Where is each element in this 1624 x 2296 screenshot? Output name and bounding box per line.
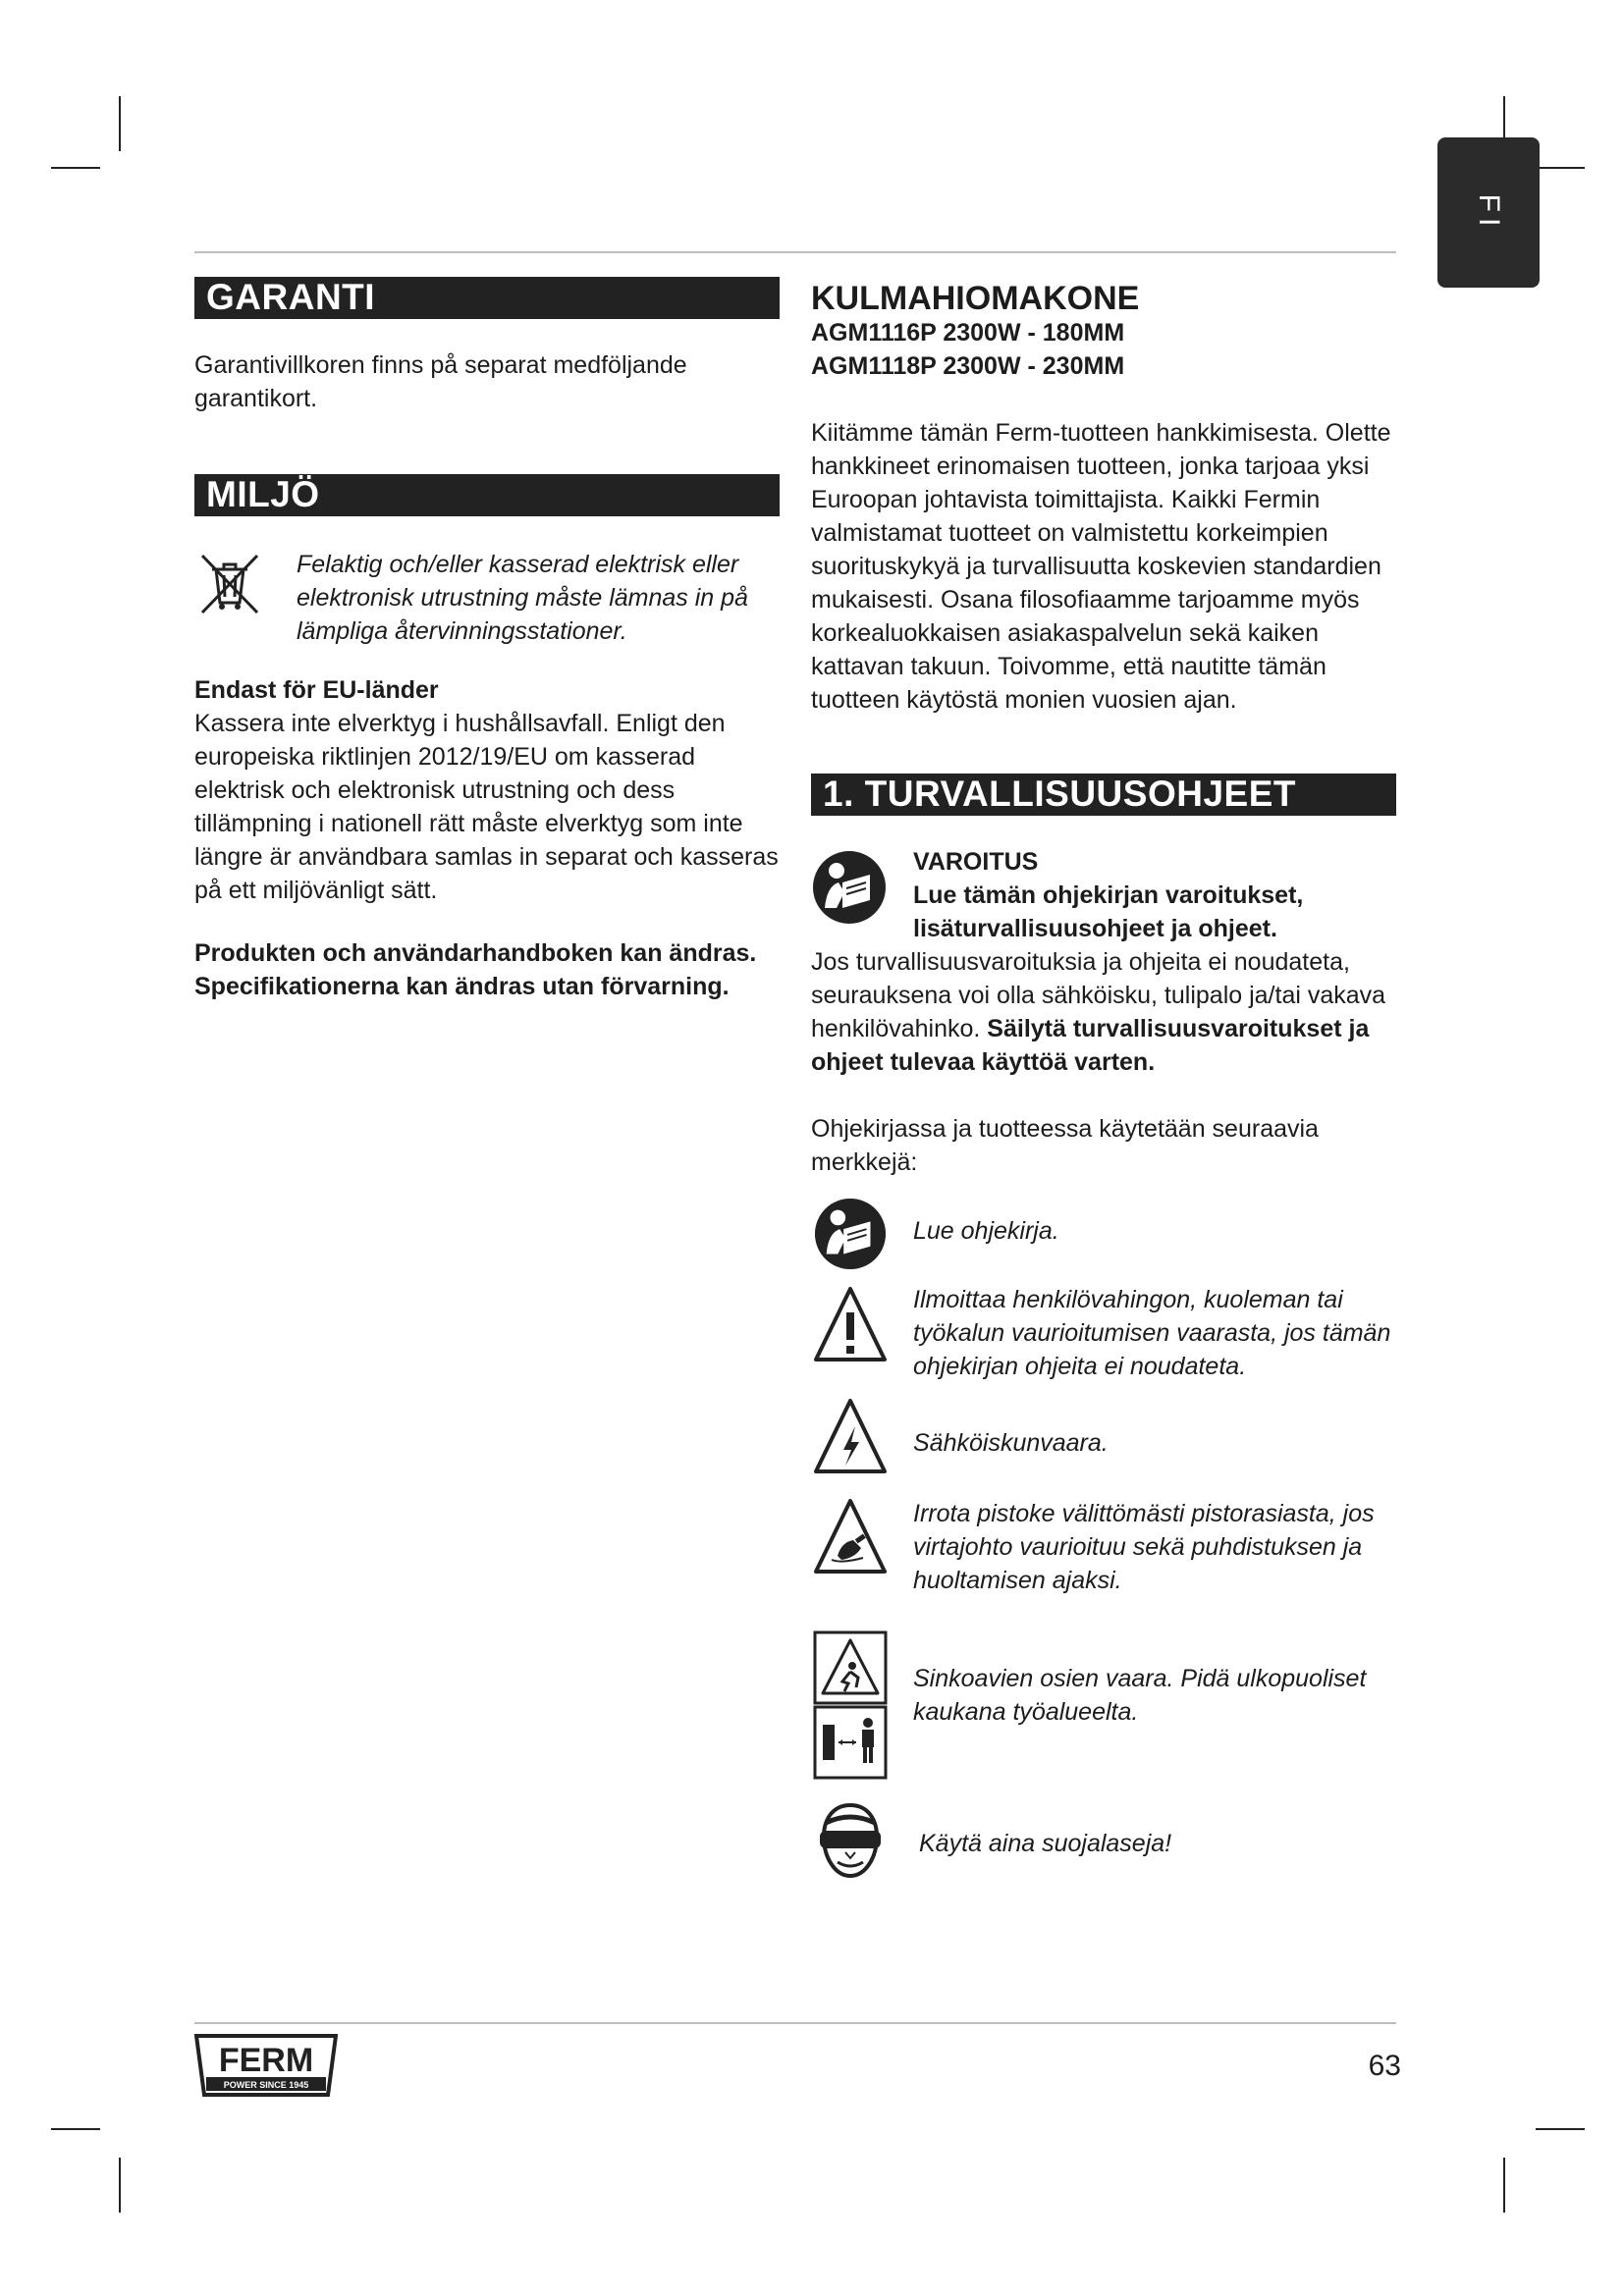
flying-debris-keep-distance-icon xyxy=(811,1630,890,1780)
section-header-safety: 1. TURVALLISUUSOHJEET xyxy=(811,774,1396,816)
symbol-row xyxy=(811,1397,1396,1475)
left-column xyxy=(194,277,780,1003)
section-header-garanti: GARANTI xyxy=(194,277,780,319)
crop-mark xyxy=(1503,2158,1505,2213)
electric-shock-icon xyxy=(811,1397,890,1475)
brand-tagline: POWER SINCE 1945 xyxy=(223,2080,309,2090)
warning-block xyxy=(811,845,1396,1079)
weee-notice-text: Felaktig och/eller kasserad elektrisk eller elektronisk utrustning måste lämnas in på lämpliga återvinningsstationer. xyxy=(297,551,748,645)
crop-mark xyxy=(51,167,100,169)
language-tab xyxy=(1437,137,1540,288)
read-manual-icon xyxy=(811,1197,890,1271)
symbol-row xyxy=(811,1630,1396,1780)
ferm-logo xyxy=(194,2034,338,2097)
garanti-text: Garantivillkoren finns på separat medföljande garantikort. xyxy=(194,351,687,412)
warning-keep: Säilytä turvallisuusvaroitukset ja ohjeet tulevaa käyttöä varten. xyxy=(811,1015,1370,1076)
warning-triangle-icon xyxy=(811,1285,890,1363)
language-code: FI xyxy=(1473,193,1505,232)
symbol-text: Sinkoavien osien vaara. Pidä ulkopuoliset kaukana työalueelta. xyxy=(913,1665,1367,1726)
header-rule xyxy=(194,251,1396,253)
unplug-icon xyxy=(811,1497,890,1575)
symbol-text: Ilmoittaa henkilövahingon, kuoleman tai työkalun vaurioitumisen vaarasta, jos tämän ohjekirjan ohjeita ei noudateta. xyxy=(913,1286,1391,1380)
brand-name: FERM xyxy=(218,2042,314,2079)
symbol-text: Lue ohjekirja. xyxy=(913,1217,1059,1245)
right-column xyxy=(811,281,1396,1880)
symbols-intro: Ohjekirjassa ja tuotteessa käytetään seuraavia merkkejä: xyxy=(811,1115,1319,1176)
warning-line: Lue tämän ohjekirjan varoitukset, lisäturvallisuusohjeet ja ohjeet. xyxy=(913,881,1304,942)
crop-mark xyxy=(119,2158,121,2213)
crop-mark xyxy=(1536,167,1585,169)
change-notice: Produkten och användarhandboken kan ändras. Specifikationerna kan ändras utan förvarning. xyxy=(194,939,757,1000)
symbol-text: Sähköiskunvaara. xyxy=(913,1429,1109,1457)
product-name: KULMAHIOMAKONE xyxy=(811,280,1140,317)
environment-notice xyxy=(194,548,780,648)
symbol-text: Irrota pistoke välittömästi pistorasiasta, jos virtajohto vaurioituu sekä puhdistuksen ja huoltamisen ajaksi. xyxy=(913,1500,1375,1594)
eu-heading: Endast för EU-länder xyxy=(194,676,439,704)
weee-crossed-bin-icon xyxy=(194,548,265,623)
symbol-row xyxy=(811,1801,1396,1880)
warning-text: Jos turvallisuusvaroituksia ja ohjeita ei noudateta, seurauksena voi olla sähköisku, tulipalo ja/tai vakava henkilövahinko. Säilytä turvallisuusvaroitukset ja ohjeet tulevaa käyttöä varten. xyxy=(811,948,1386,1076)
page-number: 63 xyxy=(1368,2050,1401,2082)
symbol-text: Käytä aina suojalaseja! xyxy=(919,1830,1172,1857)
symbol-row xyxy=(811,1285,1396,1383)
model-line-1: AGM1116P 2300W - 180MM xyxy=(811,319,1125,347)
crop-mark xyxy=(51,2128,100,2130)
read-manual-icon xyxy=(811,849,888,926)
crop-mark xyxy=(119,96,121,151)
footer-rule xyxy=(194,2022,1396,2024)
warning-label: VAROITUS xyxy=(913,848,1039,876)
model-line-2: AGM1118P 2300W - 230MM xyxy=(811,352,1125,380)
symbol-row xyxy=(811,1197,1396,1271)
safety-goggles-icon xyxy=(811,1801,890,1880)
product-intro: Kiitämme tämän Ferm-tuotteen hankkimisesta. Olette hankkineet erinomaisen tuotteen, jonka tarjoaa yksi Euroopan johtavista toimittajista. Kaikki Fermin valmistamat tuotteet on valmistettu korkeimpien suorituskykyä ja turvallisuutta koskevien standardien mukaisesti. Osana filosofiaamme tarjoamme myös korkealuokkaisen asiakaspalvelun sekä kaiken kattavan takuun. Toivomme, että nautitte tämän tuotteen käytöstä monien vuosien ajan. xyxy=(811,419,1391,714)
symbol-row xyxy=(811,1497,1396,1597)
crop-mark xyxy=(1536,2128,1585,2130)
eu-text: Kassera inte elverktyg i hushållsavfall. Enligt den europeiska riktlinjen 2012/19/EU om kasserad elektrisk och elektronisk utrustning och dess tillämpning i nationell rätt måste elverktyg som inte längre är användbara samlas in separat och kasseras på ett miljövänligt sätt. xyxy=(194,710,779,904)
section-header-miljo: MILJÖ xyxy=(194,474,780,516)
